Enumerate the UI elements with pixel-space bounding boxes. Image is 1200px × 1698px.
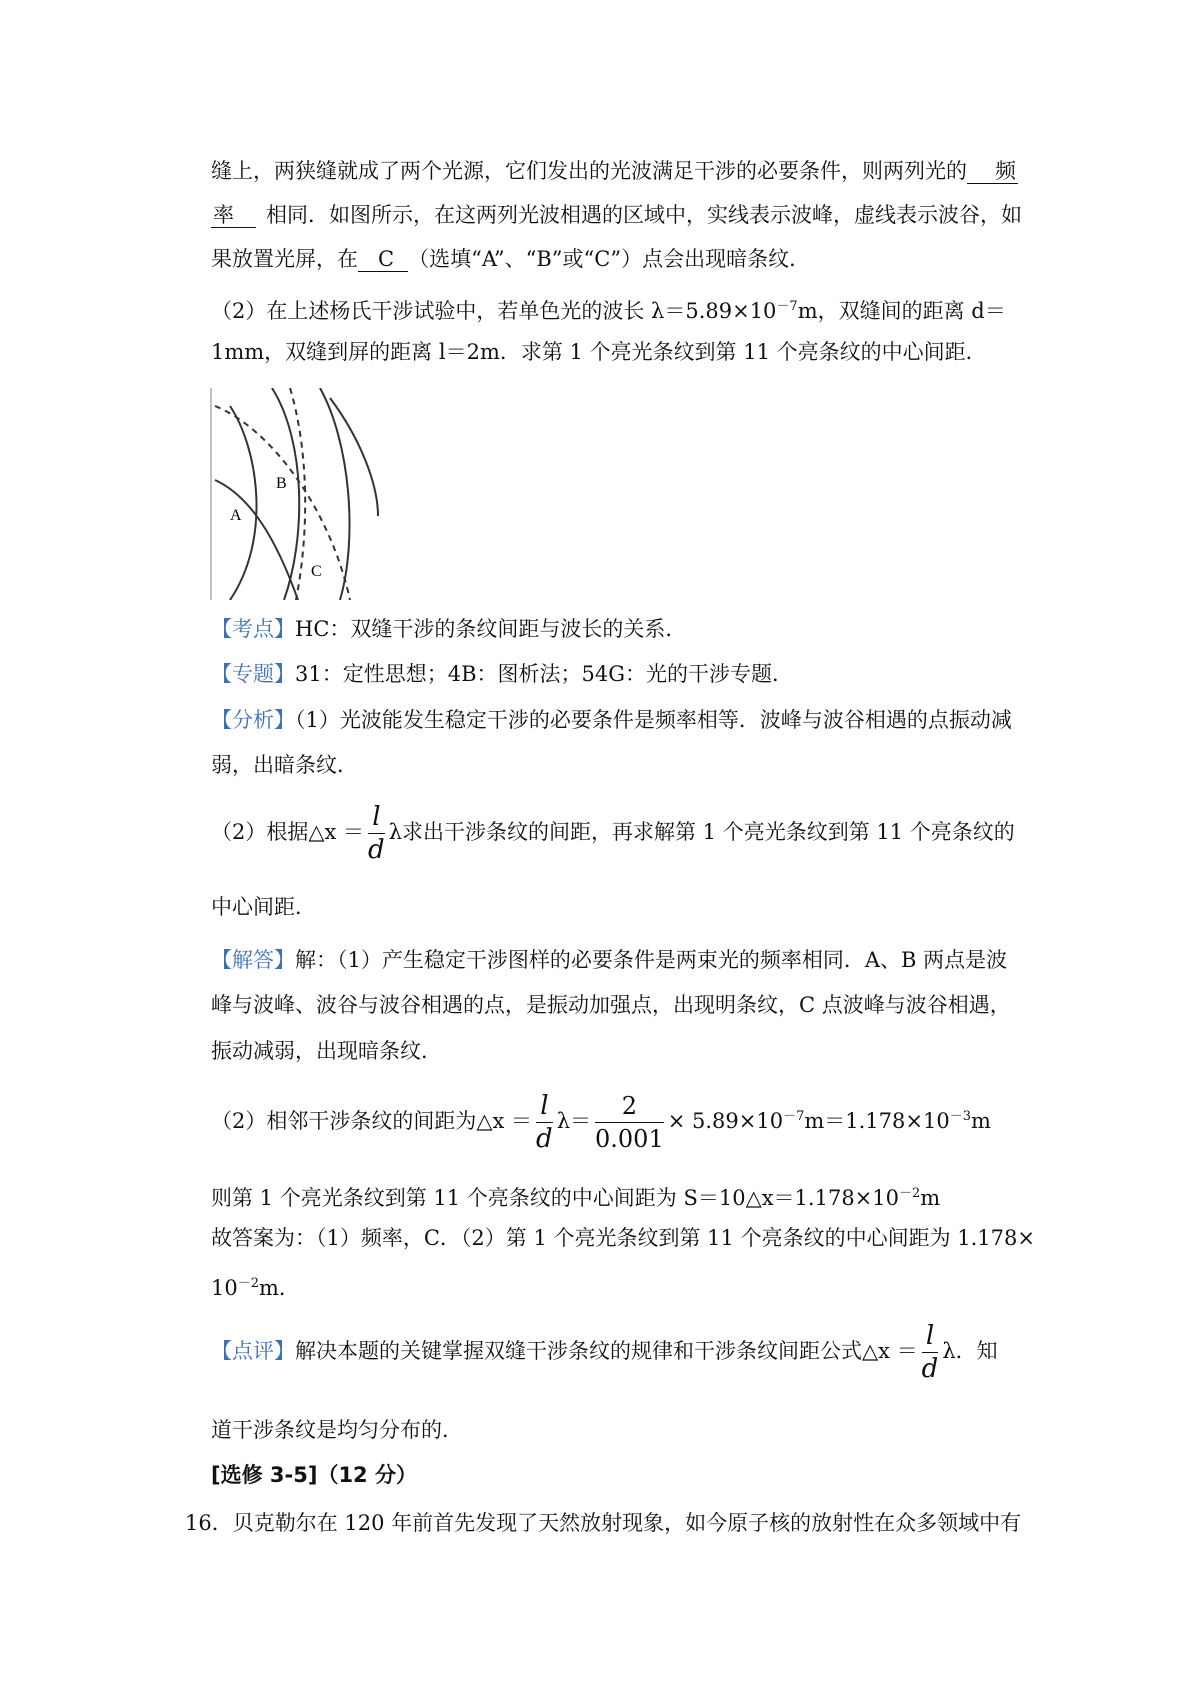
text: （选填“A”、“B”或“C”）点会出现暗条纹．	[408, 247, 811, 271]
interference-figure	[210, 388, 392, 600]
jieda-line7	[211, 1269, 1031, 1303]
frac-den: d	[368, 835, 385, 865]
text: 中心间距．	[211, 895, 316, 919]
text: 弱，出暗条纹．	[211, 753, 358, 777]
frac-den: d	[536, 1124, 553, 1154]
fenxi-line4	[211, 892, 1031, 922]
text: λ．知	[942, 1339, 998, 1363]
text: （2）在上述杨氏干涉试验中，若单色光的波长 λ＝5.89×10	[211, 299, 777, 323]
point-c-label: C	[311, 563, 322, 580]
dianping-tag: 【点评】	[211, 1339, 295, 1363]
text: m＝1.178×10	[804, 1109, 950, 1133]
text: 缝上，两狭缝就成了两个光源，它们发出的光波满足干涉的必要条件，则两列光的	[211, 159, 967, 183]
answer-blank-freq: 频	[967, 159, 1018, 184]
text: λ＝	[556, 1109, 591, 1133]
text: 则第 1 个亮光条纹到第 11 个亮条纹的中心间距为 S＝10△x＝1.178×10	[211, 1186, 899, 1210]
text: 相同．如图所示，在这两列光波相遇的区域中，实线表示波峰，虚线表示波谷，如	[266, 203, 1022, 227]
jieda-line2	[211, 990, 1031, 1020]
formula-l-over-d	[922, 1320, 939, 1385]
text: 1mm，双缝到屏的距离 l＝2m．求第 1 个亮光条纹到第 11 个亮条纹的中心间距．	[211, 340, 987, 364]
exponent: －2	[899, 1186, 921, 1201]
frac-den: d	[921, 1354, 939, 1384]
point-a-label: A	[230, 507, 242, 524]
answer-blank-c: C	[358, 247, 408, 272]
p2-line1	[211, 292, 1031, 326]
p1-line3	[211, 244, 1031, 274]
fenxi-line3	[211, 800, 1031, 864]
fenxi-line1	[211, 705, 1031, 735]
kaodian-tag: 【考点】	[211, 617, 295, 641]
text: 31：定性思想；4B：图析法；54G：光的干涉专题．	[295, 662, 794, 686]
formula-l-over-d	[368, 801, 385, 866]
text: 解：（1）产生稳定干涉图样的必要条件是两束光的频率相同．A、B 两点是波	[295, 948, 1008, 972]
text: （1）光波能发生稳定干涉的必要条件是频率相等．波峰与波谷相遇的点振动减	[295, 708, 1012, 732]
text: m	[920, 1186, 941, 1210]
text: 16．贝克勒尔在 120 年前首先发现了天然放射现象，如今原子核的放射性在众多领域中有	[185, 1511, 1022, 1535]
question-16	[185, 1508, 1022, 1538]
formula-l-over-d	[536, 1090, 553, 1155]
fenxi-tag: 【分析】	[211, 708, 295, 732]
text: λ求出干涉条纹的间距，再求解第 1 个亮光条纹到第 11 个亮条纹的	[388, 820, 1015, 844]
text: m	[971, 1109, 991, 1133]
p1-line2	[211, 200, 1031, 230]
text: m．	[259, 1276, 300, 1300]
jieda-tag: 【解答】	[211, 948, 295, 972]
text: 道干涉条纹是均匀分布的．	[211, 1418, 463, 1442]
zhuanti-tag: 【专题】	[211, 662, 295, 686]
kaodian	[211, 614, 1031, 644]
point-b-label: B	[276, 475, 287, 492]
frac-num: l	[536, 1090, 553, 1123]
section-heading	[211, 1460, 1031, 1490]
text: [选修 3-5]（12 分）	[211, 1463, 417, 1487]
formula-2-over-0001	[595, 1090, 664, 1155]
frac-num: l	[368, 801, 385, 834]
text: 10	[211, 1276, 238, 1300]
jieda-line6	[211, 1223, 1035, 1253]
frac-num: l	[922, 1320, 939, 1353]
exponent: －3	[949, 1109, 971, 1124]
frac-num: 2	[595, 1090, 664, 1123]
answer-blank-freq-cont: 率	[211, 203, 256, 228]
exponent: －7	[783, 1109, 805, 1124]
jieda-line5	[211, 1179, 1031, 1213]
crest-arc-5	[330, 398, 378, 516]
exponent: －2	[237, 1276, 260, 1291]
dianping-line1	[211, 1318, 1031, 1384]
text: 振动减弱，出现暗条纹．	[211, 1039, 442, 1063]
p1-line1	[211, 156, 1031, 186]
dianping-line2	[211, 1415, 1031, 1445]
text: m，双缝间的距离 d＝	[797, 299, 1006, 323]
text: 解决本题的关键掌握双缝干涉条纹的规律和干涉条纹间距公式△x ＝	[295, 1339, 918, 1363]
text: （2）相邻干涉条纹的间距为△x ＝	[211, 1109, 533, 1133]
exponent: －7	[776, 299, 798, 314]
crest-arc-1	[230, 406, 257, 600]
text: （2）根据△x ＝	[211, 820, 365, 844]
fenxi-line2	[211, 750, 1031, 780]
text: × 5.89×10	[667, 1109, 784, 1133]
text: 峰与波峰、波谷与波谷相遇的点，是振动加强点，出现明条纹，C 点波峰与波谷相遇，	[211, 993, 1011, 1017]
p2-line2	[211, 337, 1031, 367]
jieda-line4	[211, 1084, 1031, 1154]
text: HC：双缝干涉的条纹间距与波长的关系．	[295, 617, 687, 641]
frac-den: 0.001	[595, 1125, 664, 1153]
jieda-line1	[211, 945, 1031, 975]
zhuanti	[211, 659, 1031, 689]
text: 故答案为：（1）频率，C．（2）第 1 个亮光条纹到第 11 个亮条纹的中心间距为 1.178×	[211, 1226, 1035, 1250]
jieda-line3	[211, 1036, 1031, 1066]
trough-arc-1	[215, 406, 350, 600]
text: 果放置光屏，在	[211, 247, 358, 271]
